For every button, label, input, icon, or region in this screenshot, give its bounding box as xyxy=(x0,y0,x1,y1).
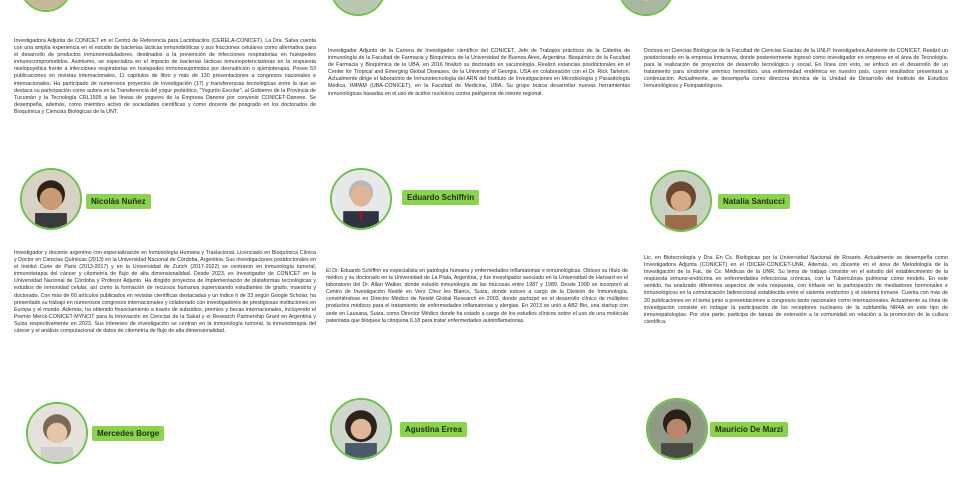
bio-block xyxy=(644,255,948,326)
name-label: Eduardo Schiffrin xyxy=(402,190,479,205)
avatar xyxy=(650,170,712,232)
avatar xyxy=(330,168,392,230)
avatar xyxy=(618,0,674,16)
bio-text: Investigadora Adjunta de CONICET en el Centro de Referencia para Lactobacilos (CERELA-CONICET). La Dra. Salva cuenta con una amplia experiencia en el estudio de bacterias lácticas inmunobióticas y sus fracciones celulares como alternativa para el desarrollo de productos inmunomoduladores, destinados a la prevención de infecciones respiratorias en huéspedes inmunocomprometidos. Asimismo, se especializa en el impacto de bacterias lácticas inmunopotenciadoras en la respuesta mielopoyética frente a infecciones respiratorias en huéspedes inmunosuprimidos por desnutrición o quimioterapia. Posee 53 publicaciones en revistas internacionales, 11 capítulos de libro y más de 130 presentaciones a congresos nacionales e internacionales. Ha participado de numerosos proyectos de investigación (17) y transferencias tecnológicas entre la que se destaca su participación como autora en la Transferencia del yogur probiótico, "Yogurito Escolar", al Gobierno de la Provincia de Tucumán y la Tecnología CRL1505 a las líneas de yogures de la Empresa Danone por convenio CONICET-Danone. Se desempeña, además, como miembro activo de sociedades científicas y como docente de posgrado en los doctorados de Bioquímica y Ciencias Biológicas de la UNT. xyxy=(14,38,316,115)
name-label: Nicolás Nuñez xyxy=(86,194,151,209)
bio-text: Investigador y docente argentino con especialización en Inmunología Humana y Traslacional. Licenciado en Bioquímica Clínica y Doctor en Ciencias Químicas (2013) en la Universidad Nacional de Córdoba, Argentina. Sus investigaciones postdoctorales en el Institut Curie de Paris (2013-2017) y en la Universidad de Zurich (2017-2022) se centraron en inmunología tumoral, inmunoterapia del cáncer y citometría de flujo de alta dimensionalidad. Desde 2023, es Investigador de CONICET en la Universidad Nacional de Córdoba y Profesor Adjunto. Ha dirigido proyectos de implementación de plataformas tecnológicas y estudios de inmunidad celular, así como la formación de recursos humanos supervisando estudiantes de grado, maestría y doctorado. Con más de 60 artículos publicados en revistas científicas destacadas y un índice h de 33 según Google Scholar, ha presentado su trabajo en numerosos congresos internacionales y colaborado con investigadores de prestigiosas instituciones en Europa y el mundo. Además, ha obtenido financiamiento a través de subsidios, premios y becas internacionales, incluyendo el Premio Merck-CONICET-MYNCIT para la Innovación en Ciencias de la Salud y el Research Partnership Grant en Argentina y Suiza respectivamente en 2023. Sus intereses de investigación se centran en la inmunología tumoral, la inmunoterapia del cáncer y el análisis computacional de datos de citometría de flujo de alta dimensionalidad. xyxy=(14,250,316,335)
bio-block xyxy=(14,38,316,116)
bio-block xyxy=(328,48,630,98)
name-label: Mauricio De Marzi xyxy=(710,422,788,437)
avatar xyxy=(646,398,708,460)
bio-text: El Dr. Eduardo Schiffrin es especialista en patología humana y enfermedades inflamatorias e inmunológicas. Obtuvo su título de médico y su doctorado en la Universidad de La Plata, Argentina, y fue investigador asociado en la Universidad de Harvard en el laboratorio del Dr. Allan Walker, donde estudió inmunología de las mucosas entre 1987 y 1989. Desde 1990 se incorporó al Centro de Investigación Nestlé en Vers Chez les Blancs, Suiza, donde estuvo a cargo de la División de Inmunología, convirtiéndose en Director Médico de Nestlé Global Research en 2003, donde participó en el desarrollo clínico de múltiples productos médicos para el tratamiento de enfermedades inflamatorias y alergias. En 2013 se unió a AB2 Bio, una startup con sede en Lausana, Suiza, como Director Médico donde ha estado a cargo de los estudios clínicos sobre el uso de una molécula patentada que bloquea la citoquina IL18 para tratar enfermedades autoinflamatorias. xyxy=(326,268,628,324)
avatar xyxy=(20,0,72,12)
bio-block xyxy=(14,250,316,335)
avatar xyxy=(26,402,88,464)
name-label: Mercedes Borge xyxy=(92,426,164,441)
avatar xyxy=(330,398,392,460)
bio-text: Lic. en Biotecnología y Dra. En Cs. Biológicas por la Universidad Nacional de Rosario. Actualmente se desempeña como Investigadora Adjunta (CONICET) en el IDICER-CONICET-UNR, Además, es docente en el área de Metodología de la Investigación de la Fac. de Cs. Médicas de la UNR. Su tema de trabajo consiste en el estudio del establecimiento de la respuesta inmuno-endócrina en enfermedades infecciosas crónicas, con la Tuberculosis pulmonar como modelo. En este sentido, ha analizado diferentes aspectos de esta respuesta, con énfasis en la participación de mediadores hormonales e inmunológicos en la comunicación bidireccional establecida entre el sistema endócrino y el sistema inmune. Cuenta con más de 20 publicaciones en el tema junto a presentaciones a congresos tanto nacionales como internacionales. Actualmente su línea de investigación consiste en indagar la participación de los receptores nucleares de la subfamilia NR4A en este tipo de inmunopatologías. Por otra parte, participa de tareas de extensión a la comunidad en relación a la promoción de la cultura científica. xyxy=(644,255,948,325)
name-label: Natalia Santucci xyxy=(718,194,790,209)
bio-text: Investigador Adjunto de la Carrera de Investigador científico del CONICET. Jefe de Trabajos prácticos de la Cátedra de inmunología de la Facultad de Farmacia y Bioquímica de la Universidad de Buenos Aires, Argentina. Bioquímico de la Facultad de Farmacia y Bioquímica de la UBA, en 2016 finalizó su doctorado en vacunología. Realizó estancias posdoctorales en el Center for Tropical and Emerging Global Diseases, de la University of Georgia, USA en colaboración con el Dr. Rick Tarleton. Actualmente dirige el laboratorio de Inmunotecnología del ARN del Instituto de Investigaciones en Microbiología y Parasitología Médica, IMPAM (UBA-CONICET), en la Facultad de Medicina, UBA. Su grupo busca desarrollar nuevas herramientas inmunológicas basadas en el uso de ácidos nucleicos contra patógenos de interés regional. xyxy=(328,48,630,97)
avatar xyxy=(20,168,82,230)
bio-block xyxy=(644,48,948,91)
avatar xyxy=(330,0,386,16)
bio-block xyxy=(326,268,628,325)
bio-text: Doctora en Ciencias Biológicas de la Facultad de Ciencias Exactas de la UNLP. Investigadora Asistente de CONICET. Realizó un posdoctorado en la empresa Inmunova, donde posteriormente ingresó como investigador en empresa en el área de Tecnología, para la realización de proyectos de desarrollo tecnológico y social. En línea con esto, se enfocó en el desarrollo de un tratamiento para síndrome urémico hemolítico, una enfermedad endémica en nuestro país, cuyos resultados presentará a continuación. Actualmente, se desempeña como directora técnica de la Unidad de Desarrollo del Instituto de Estudios Inmunológicos y Fisiopatológicos. xyxy=(644,48,948,90)
name-label: Agustina Errea xyxy=(400,422,467,437)
